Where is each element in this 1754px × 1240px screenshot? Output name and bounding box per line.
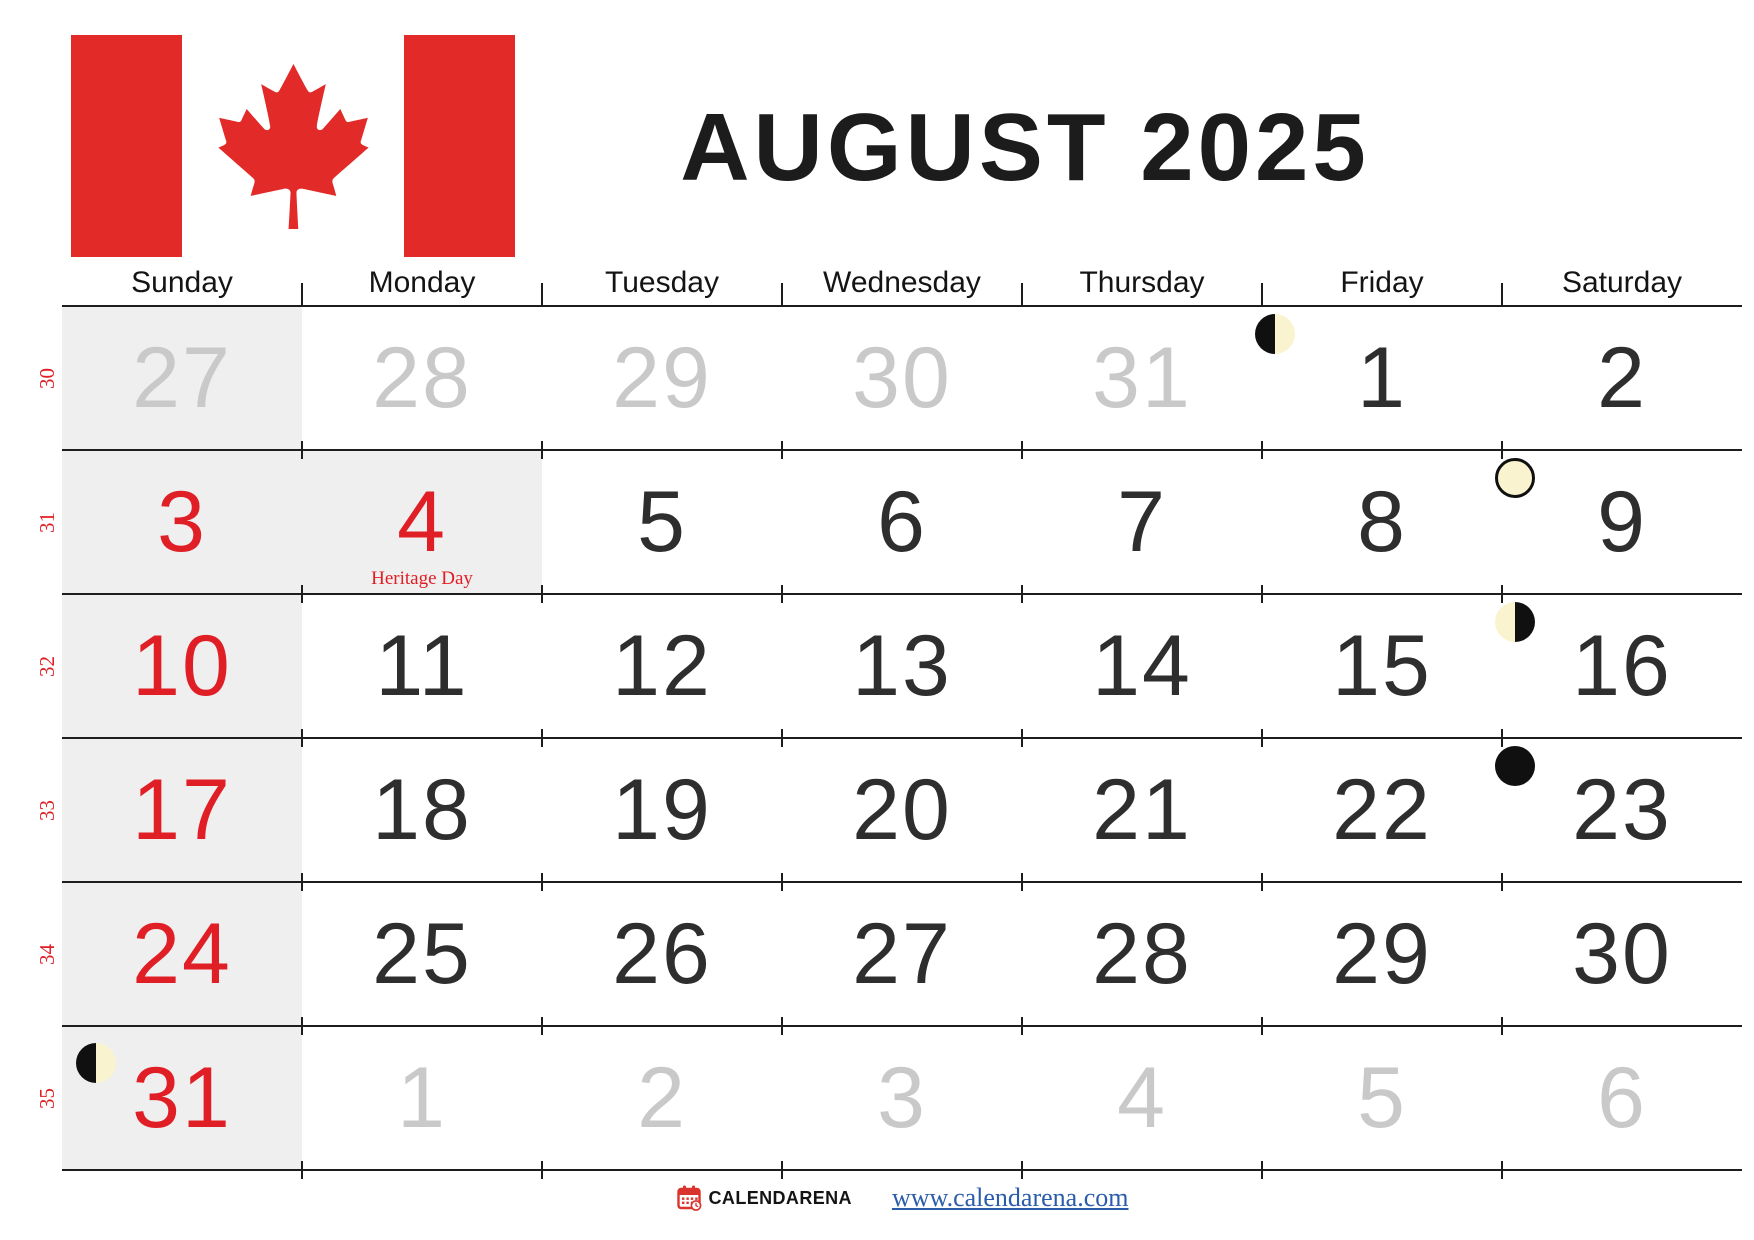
day-number: 26 [612, 906, 712, 1002]
day-number: 23 [1572, 762, 1672, 858]
day-number: 1 [1357, 330, 1407, 426]
calendarena-logo-icon [676, 1184, 703, 1212]
calendar-grid [34, 266, 1742, 1171]
day-cell-29 [542, 307, 782, 449]
day-number: 30 [852, 330, 952, 426]
day-number: 6 [877, 474, 927, 570]
canada-flag [71, 35, 515, 257]
day-cell-23 [1502, 739, 1742, 881]
day-cell-4 [302, 451, 542, 593]
day-number: 1 [397, 1050, 447, 1146]
day-number: 27 [132, 330, 232, 426]
day-cell-27 [62, 307, 302, 449]
week-row-30 [34, 307, 1742, 451]
weekday-label-sunday: Sunday [131, 266, 233, 299]
day-cell-3 [62, 451, 302, 593]
full-moon-icon [1495, 458, 1535, 498]
day-number: 24 [132, 906, 232, 1002]
day-number: 29 [612, 330, 712, 426]
day-cell-1 [1262, 307, 1502, 449]
flag-center-panel [182, 35, 404, 257]
week-number-text: 31 [34, 511, 59, 533]
brand-name: CALENDARENA [708, 1187, 852, 1208]
weekday-label-thursday: Thursday [1022, 266, 1262, 300]
week-number-text: 30 [34, 367, 59, 389]
day-cell-19 [542, 739, 782, 881]
holiday-label: Heritage Day [371, 568, 473, 589]
day-number: 11 [375, 618, 469, 714]
weekday-label-tuesday: Tuesday [542, 266, 782, 300]
week-number-text: 33 [34, 799, 59, 821]
weekday-label-friday: Friday [1262, 266, 1502, 300]
day-number: 7 [1117, 474, 1167, 570]
day-cell-5 [542, 451, 782, 593]
day-cell-30 [1502, 883, 1742, 1025]
day-number: 8 [1357, 474, 1407, 570]
day-number: 31 [1092, 330, 1192, 426]
website-link[interactable]: www.calendarena.com [891, 1183, 1129, 1212]
day-number: 25 [372, 906, 472, 1002]
day-cell-22 [1262, 739, 1502, 881]
day-cell-20 [782, 739, 1022, 881]
maple-leaf-icon [211, 64, 376, 229]
day-number: 13 [852, 618, 952, 714]
day-cell-28 [1022, 883, 1262, 1025]
first-quarter-moon-icon [76, 1043, 116, 1083]
weekday-label-saturday: Saturday [1502, 266, 1742, 300]
day-cell-3 [782, 1027, 1022, 1169]
day-cell-31 [62, 1027, 302, 1169]
day-cell-2 [1502, 307, 1742, 449]
day-cell-2 [542, 1027, 782, 1169]
day-number: 4 [397, 474, 447, 570]
day-cell-9 [1502, 451, 1742, 593]
day-number: 4 [1117, 1050, 1167, 1146]
week-row-34 [34, 883, 1742, 1027]
day-number: 20 [852, 762, 952, 858]
day-cell-25 [302, 883, 542, 1025]
day-number: 6 [1597, 1050, 1647, 1146]
day-cell-8 [1262, 451, 1502, 593]
footer [62, 1183, 1742, 1213]
day-number: 10 [132, 618, 232, 714]
day-number: 16 [1572, 618, 1672, 714]
day-number: 18 [372, 762, 472, 858]
flag-right-bar [404, 35, 515, 257]
day-cell-13 [782, 595, 1022, 737]
day-cell-28 [302, 307, 542, 449]
week-row-31 [34, 451, 1742, 595]
day-number: 28 [1092, 906, 1192, 1002]
day-number: 3 [157, 474, 207, 570]
day-number: 3 [877, 1050, 927, 1146]
weekday-label-monday: Monday [302, 266, 542, 300]
day-number: 15 [1332, 618, 1432, 714]
day-cell-6 [782, 451, 1022, 593]
day-cell-26 [542, 883, 782, 1025]
day-cell-15 [1262, 595, 1502, 737]
week-number-text: 34 [34, 943, 59, 965]
day-cell-10 [62, 595, 302, 737]
day-number: 28 [372, 330, 472, 426]
day-cell-21 [1022, 739, 1262, 881]
week-number-text: 32 [34, 655, 59, 677]
day-number: 31 [132, 1050, 232, 1146]
day-cell-14 [1022, 595, 1262, 737]
day-cell-29 [1262, 883, 1502, 1025]
day-number: 5 [1357, 1050, 1407, 1146]
day-number: 19 [612, 762, 712, 858]
day-cell-6 [1502, 1027, 1742, 1169]
weekday-label-wednesday: Wednesday [782, 266, 1022, 300]
day-number: 14 [1092, 618, 1192, 714]
last-quarter-moon-icon [1495, 602, 1535, 642]
day-number: 29 [1332, 906, 1432, 1002]
day-cell-1 [302, 1027, 542, 1169]
day-cell-16 [1502, 595, 1742, 737]
day-cell-12 [542, 595, 782, 737]
day-number: 2 [637, 1050, 687, 1146]
day-cell-18 [302, 739, 542, 881]
day-cell-31 [1022, 307, 1262, 449]
day-cell-24 [62, 883, 302, 1025]
week-row-35 [34, 1027, 1742, 1171]
brand-logo[interactable] [676, 1184, 852, 1212]
day-cell-7 [1022, 451, 1262, 593]
week-row-33 [34, 739, 1742, 883]
week-number-text: 35 [34, 1087, 59, 1109]
day-number: 22 [1332, 762, 1432, 858]
weeks-container [34, 307, 1742, 1171]
day-number: 12 [612, 618, 712, 714]
day-cell-27 [782, 883, 1022, 1025]
day-cell-11 [302, 595, 542, 737]
day-number: 27 [852, 906, 952, 1002]
page-title: AUGUST 2025 [680, 94, 1370, 201]
flag-left-bar [71, 35, 182, 257]
day-cell-5 [1262, 1027, 1502, 1169]
day-number: 5 [637, 474, 687, 570]
new-moon-icon [1495, 746, 1535, 786]
day-number: 21 [1092, 762, 1192, 858]
day-number: 2 [1597, 330, 1647, 426]
weekday-header-row [62, 267, 1742, 307]
day-cell-4 [1022, 1027, 1262, 1169]
day-number: 9 [1597, 474, 1647, 570]
first-quarter-moon-icon [1255, 314, 1295, 354]
day-number: 30 [1572, 906, 1672, 1002]
day-number: 17 [132, 762, 232, 858]
day-cell-17 [62, 739, 302, 881]
week-row-32 [34, 595, 1742, 739]
day-cell-30 [782, 307, 1022, 449]
